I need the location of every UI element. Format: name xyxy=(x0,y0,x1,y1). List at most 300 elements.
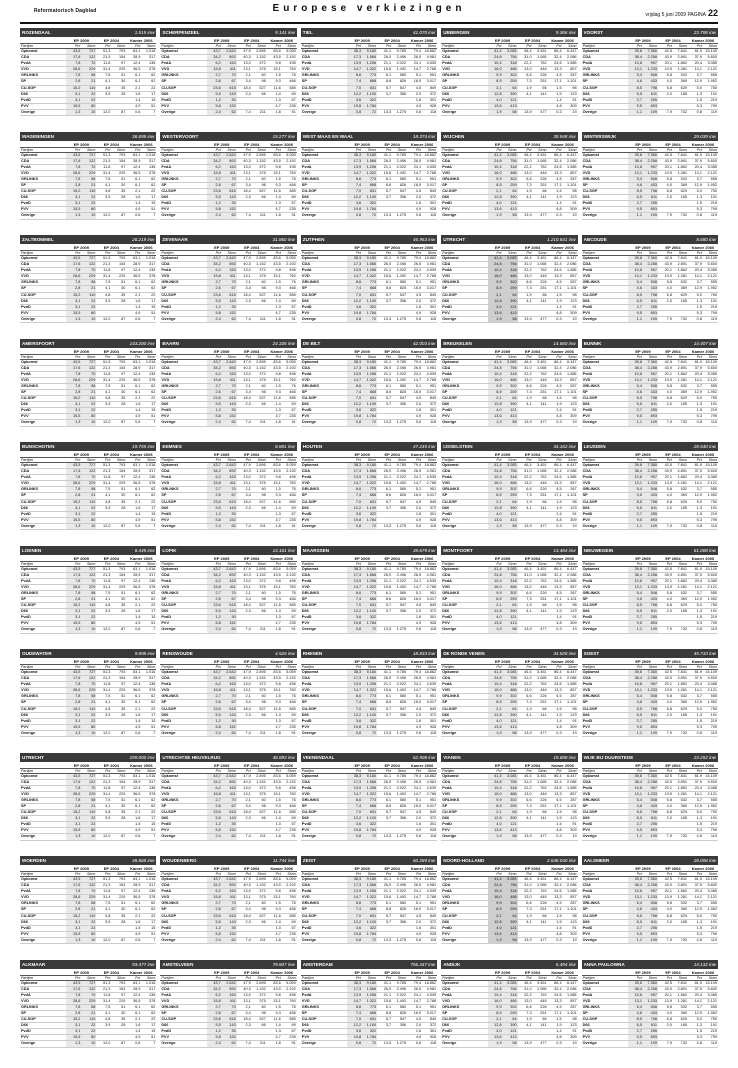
blank-cell xyxy=(301,142,347,147)
result-value: 8,5 xyxy=(488,907,503,912)
blank-cell xyxy=(20,452,66,457)
column-header: Pct xyxy=(666,665,672,669)
result-value: 9.180 xyxy=(362,360,377,365)
party-name: Opkomst xyxy=(161,49,178,53)
party-name: CDA xyxy=(442,779,451,784)
result-value: 21,1 xyxy=(383,785,392,790)
inhabitants-count: 46.953 inw xyxy=(412,237,436,242)
result-value: 219 xyxy=(710,201,717,206)
result-value: 22 xyxy=(81,305,96,310)
party-name: PvdD xyxy=(301,97,312,102)
result-value: 6,1 xyxy=(385,487,392,492)
municipality-table xyxy=(301,856,437,957)
result-value: 91 xyxy=(291,730,296,735)
result-value: 81,9 xyxy=(694,773,702,778)
party-name: SP xyxy=(21,493,27,498)
result-value: 122 xyxy=(81,366,96,371)
result-value: 15 xyxy=(151,822,156,827)
result-value: 4,0 xyxy=(488,719,503,724)
result-value: 63,1 xyxy=(132,566,141,571)
column-header: Pct xyxy=(526,251,532,255)
blank-cell xyxy=(160,970,206,975)
municipality-header xyxy=(582,28,718,37)
result-value: 0,6 xyxy=(415,730,422,735)
party-name: VVD xyxy=(21,274,29,279)
party-name: CDA xyxy=(301,55,311,60)
result-value: 34,2 xyxy=(207,366,222,371)
result-value: 40,3 xyxy=(243,469,251,474)
result-value: 7,9 xyxy=(666,109,672,114)
result-value: 12,2 xyxy=(347,92,362,97)
result-value: 251 xyxy=(540,907,547,912)
result-value: 2,7 xyxy=(207,280,222,285)
result-value: 13,1 xyxy=(628,792,643,797)
result-value: 372 xyxy=(259,268,266,273)
result-value: 4,1 xyxy=(526,712,532,717)
column-header: Pct xyxy=(526,872,532,876)
result-value: 750 xyxy=(710,706,717,711)
result-value: 1.952 xyxy=(707,389,717,394)
result-value xyxy=(111,926,126,931)
result-value: 4,9 xyxy=(135,414,141,419)
result-value: 532 xyxy=(680,694,687,699)
result-value: 3,4 xyxy=(245,907,251,912)
result-value: 798 xyxy=(643,396,658,401)
result-value: 13,0 xyxy=(524,895,532,900)
result-value: 23,6 xyxy=(207,1017,222,1022)
party-name: GRLINKS xyxy=(301,487,319,492)
election-year-label: EP 2004 xyxy=(244,452,260,457)
result-value: 58 xyxy=(81,901,96,906)
result-value: 3,1 xyxy=(66,822,81,827)
result-value: 6,1 xyxy=(135,286,141,291)
party-name: PvdD xyxy=(582,718,593,723)
result-value: 6,1 xyxy=(135,79,141,84)
result-value: 466 xyxy=(289,79,296,84)
result-value: 5,5 xyxy=(207,402,222,407)
result-value: 1,9 xyxy=(556,816,562,821)
result-value: 4.981 xyxy=(426,262,437,267)
result-value: 14,1 xyxy=(694,67,702,72)
result-value xyxy=(111,311,126,316)
result-value: 0,8 xyxy=(696,109,702,114)
table-row xyxy=(441,731,577,737)
result-value: 8,5 xyxy=(488,597,503,602)
inhabitants-count: 19.688 inw xyxy=(553,754,576,760)
result-value: 83,6 xyxy=(273,152,281,157)
result-value: 9,9 xyxy=(488,798,503,803)
party-name: Opkomst xyxy=(21,256,38,260)
result-value: 0,6 xyxy=(135,730,141,735)
result-value: 7 xyxy=(153,523,156,528)
result-value: 66 xyxy=(261,609,266,614)
result-value: 22 xyxy=(151,396,156,401)
result-value: 17,3 xyxy=(347,262,362,267)
municipality-table xyxy=(301,546,437,647)
result-value: 1.100 xyxy=(362,195,377,200)
result-value: 1,5 xyxy=(556,85,562,90)
table-row xyxy=(441,317,577,323)
municipality-header xyxy=(441,546,577,555)
party-name: SP xyxy=(161,79,167,84)
party-name: CU-SGP xyxy=(21,499,36,504)
result-value: 3,7 xyxy=(385,609,392,614)
result-value: 42,5 xyxy=(664,877,672,881)
result-value: 773 xyxy=(362,73,377,78)
result-value: 1,5 xyxy=(556,706,562,711)
result-value: 9,3 xyxy=(275,803,281,808)
column-header: Stmn xyxy=(568,354,577,359)
party-name: PvdD xyxy=(161,925,172,930)
result-value: 7,8 xyxy=(66,487,81,492)
result-value: 3,1 xyxy=(66,926,81,931)
column-header: Pct xyxy=(355,561,362,566)
result-value: 318 xyxy=(503,165,518,170)
result-value: 43,9 xyxy=(664,365,672,370)
result-value: 9,3 xyxy=(275,79,281,84)
column-header: Stmn xyxy=(648,665,657,669)
party-name: CDA xyxy=(301,469,311,474)
municipality-header xyxy=(441,753,577,762)
result-value: 219 xyxy=(710,304,717,309)
election-year-label: EP 2004 xyxy=(384,38,400,43)
result-value: 80 xyxy=(81,1035,96,1040)
party-name: PVV xyxy=(21,931,29,936)
result-value: 750 xyxy=(710,913,717,918)
result-value: 31,0 xyxy=(524,469,532,474)
result-value: 318 xyxy=(503,889,518,894)
result-value: 1,2 xyxy=(207,615,222,620)
result-value: 486 xyxy=(503,67,518,72)
result-value: 4,7 xyxy=(275,103,281,108)
result-value: 1,3 xyxy=(275,511,281,516)
result-value: 486 xyxy=(503,171,518,176)
column-header: Pct xyxy=(496,251,502,255)
result-value: 0,6 xyxy=(415,834,422,839)
result-value: 98 xyxy=(572,85,577,90)
result-value: 13,0 xyxy=(243,164,251,169)
result-value: 390 xyxy=(503,195,518,200)
result-rows xyxy=(582,774,718,854)
result-value: 15,5 xyxy=(66,1035,81,1040)
result-value: 1,9 xyxy=(488,731,503,736)
column-header: Stmn xyxy=(367,44,377,48)
column-header: Partijen xyxy=(161,147,174,152)
party-name: D66 xyxy=(582,505,590,510)
result-value: 13,0 xyxy=(243,475,251,480)
result-value: 7,5 xyxy=(105,176,111,181)
result-value: 43,9 xyxy=(664,572,672,577)
party-name: PvdA xyxy=(301,164,312,169)
blank-cell xyxy=(20,349,66,354)
result-value: 2.891 xyxy=(677,572,687,577)
result-value: 21 xyxy=(81,597,96,602)
column-header: Stmn xyxy=(116,872,126,876)
result-value: 13,3 xyxy=(383,316,392,321)
column-header: Pct xyxy=(105,975,111,980)
result-value: 762 xyxy=(540,268,547,273)
municipality-name: HOUTEN xyxy=(302,444,323,449)
result-value: 4,0 xyxy=(488,512,503,517)
result-value: 67 xyxy=(291,718,296,723)
result-value: 6,5 xyxy=(628,816,643,821)
result-value: 411 xyxy=(222,895,237,900)
result-value: 43,9 xyxy=(664,469,672,474)
result-value: 2.022 xyxy=(396,61,407,66)
party-name: GRLINKS xyxy=(161,280,179,285)
result-value: 51,3 xyxy=(102,670,111,674)
result-value: 226 xyxy=(540,383,547,388)
result-value: 750 xyxy=(710,189,717,194)
result-value xyxy=(111,615,126,620)
result-value: 91 xyxy=(291,937,296,942)
result-value: 226 xyxy=(540,901,547,906)
result-value xyxy=(533,512,548,517)
result-value: 15,1 xyxy=(273,274,281,279)
result-value: 41,1 xyxy=(383,359,392,364)
result-value xyxy=(111,207,126,212)
party-name: SP xyxy=(161,907,167,912)
result-value: 5,8 xyxy=(207,725,222,730)
result-value: 2,3 xyxy=(245,1023,251,1028)
municipality-name: LEUSDEN xyxy=(583,444,606,449)
result-value: 3,1 xyxy=(66,402,81,407)
result-value: 43,7 xyxy=(207,670,222,675)
party-name: PvdA xyxy=(21,371,31,376)
result-value: 893 xyxy=(643,932,658,937)
result-value: 13,6 xyxy=(488,828,503,833)
result-value: 2,7 xyxy=(628,98,643,103)
result-value: 1.016 xyxy=(145,670,156,674)
column-header: Stmn xyxy=(538,872,547,876)
result-value: 41,4 xyxy=(488,153,503,158)
result-value: 229 xyxy=(119,688,126,693)
result-value: 1,2 xyxy=(207,98,222,103)
result-value: 555 xyxy=(710,797,717,802)
result-value: 2,6 xyxy=(207,804,222,809)
blank-cell xyxy=(160,38,206,43)
result-value: 191 xyxy=(710,91,717,96)
election-year-label: EP 2009 xyxy=(354,452,370,457)
result-value: 727 xyxy=(81,877,96,882)
column-header: Pct xyxy=(355,458,362,462)
result-value: 18.862 xyxy=(424,670,437,674)
result-value xyxy=(673,305,688,310)
result-value: 760 xyxy=(289,998,296,1003)
result-value: 1.101 xyxy=(567,803,577,808)
result-value: 7,3 xyxy=(526,596,532,601)
municipality-header xyxy=(160,28,296,37)
result-value: 67 xyxy=(291,97,296,102)
party-name: VVD xyxy=(582,170,591,175)
result-value: 86,4 xyxy=(554,49,562,53)
result-value: 928 xyxy=(429,207,437,212)
result-value: 1.784 xyxy=(362,518,377,523)
result-value: 1.784 xyxy=(362,311,377,316)
result-value: 411 xyxy=(222,792,237,797)
result-value: 83,6 xyxy=(273,773,281,778)
result-value: 2,1 xyxy=(135,499,141,504)
column-header: Stmn xyxy=(227,561,236,566)
result-value: 1,9 xyxy=(526,810,532,815)
result-value: 17,3 xyxy=(347,366,362,371)
result-value xyxy=(252,822,267,827)
result-value: 28,9 xyxy=(132,365,141,370)
party-name: PvdA xyxy=(301,268,312,273)
party-name: VVD xyxy=(442,274,450,279)
column-header: Stmn xyxy=(397,44,407,48)
party-name: GRLINKS xyxy=(582,590,600,595)
result-value: 7,4 xyxy=(245,523,251,528)
result-value: 5,0 xyxy=(696,603,702,608)
result-value xyxy=(237,414,252,419)
column-header: Pct xyxy=(666,354,672,359)
party-name: CU-SGP xyxy=(301,292,317,297)
result-value: 5,1 xyxy=(415,73,422,78)
election-year-label: EP 2004 xyxy=(384,969,400,975)
result-value: 1.322 xyxy=(362,67,377,72)
result-value: 4,0 xyxy=(666,907,672,912)
result-value: 1,4 xyxy=(556,408,562,413)
result-value: 229 xyxy=(119,170,126,175)
result-value: 28 xyxy=(121,91,126,96)
result-value: 668 xyxy=(362,493,377,498)
result-value: 163 xyxy=(222,372,237,377)
result-value: 118 xyxy=(430,316,437,321)
result-value: 1,9 xyxy=(556,919,562,924)
result-value: 773 xyxy=(362,798,377,803)
result-value xyxy=(658,104,673,109)
election-year-label: Kamer 2006 xyxy=(410,38,434,43)
column-header: Pct xyxy=(526,44,532,48)
result-value: 2.642 xyxy=(222,49,237,54)
result-value: 67 xyxy=(291,615,296,620)
result-value: 46,4 xyxy=(524,49,532,53)
result-value: 1,5 xyxy=(556,810,562,815)
result-rows xyxy=(582,463,718,543)
result-value: 7,4 xyxy=(245,213,251,218)
result-value: 1,5 xyxy=(275,487,281,492)
table-row xyxy=(20,524,156,530)
result-value: 80 xyxy=(81,725,96,730)
result-value: 2.891 xyxy=(677,158,687,163)
result-value: 7,3 xyxy=(526,907,532,912)
party-name: PVV xyxy=(442,931,450,936)
result-value: 14,1 xyxy=(694,170,702,175)
result-value: 4,9 xyxy=(135,207,141,212)
party-name: PvdA xyxy=(21,992,31,997)
party-name: PvdD xyxy=(301,201,312,206)
blank-cell xyxy=(20,556,66,561)
result-value: 14,7 xyxy=(347,688,362,693)
result-value xyxy=(96,1029,111,1034)
result-value: 70 xyxy=(222,901,237,906)
municipality-name: BUNSCHOTEN xyxy=(22,444,55,449)
result-value: 13,0 xyxy=(524,688,532,693)
result-value: 118 xyxy=(430,834,437,839)
result-value: 13,0 xyxy=(524,584,532,589)
result-value: 411 xyxy=(222,999,237,1004)
election-year-label: EP 2004 xyxy=(103,762,119,768)
result-value: 22 xyxy=(81,926,96,931)
election-year-label: Kamer 2006 xyxy=(410,141,434,147)
result-value: 98 xyxy=(261,389,266,394)
result-rows xyxy=(160,670,296,750)
result-value: 302 xyxy=(503,591,518,596)
result-value: 34,2 xyxy=(207,262,222,267)
result-value: 17,3 xyxy=(347,780,362,785)
result-value: 1,4 xyxy=(556,511,562,516)
election-year-label: Kamer 2006 xyxy=(691,245,715,250)
result-value: 7.360 xyxy=(643,567,658,572)
result-value: 1,2 xyxy=(207,926,222,931)
result-value: 24,6 xyxy=(554,61,562,66)
result-value: 2,3 xyxy=(245,609,251,614)
result-value: 21 xyxy=(81,286,96,291)
result-value: 372 xyxy=(429,609,437,614)
result-value: 7 xyxy=(153,109,156,114)
result-value: 4,9 xyxy=(135,103,141,108)
result-value: 1.784 xyxy=(362,932,377,937)
party-name: Opkomst xyxy=(21,359,38,364)
result-value: 580 xyxy=(399,694,407,699)
result-value: 318 xyxy=(503,61,518,66)
result-value: 2.642 xyxy=(222,877,237,882)
result-value: 2,1 xyxy=(245,901,251,906)
result-value xyxy=(533,926,548,931)
party-name: PvdA xyxy=(442,268,452,273)
result-value: 799 xyxy=(710,310,717,315)
result-value: 15.109 xyxy=(705,566,717,571)
result-value: 7,3 xyxy=(526,79,532,84)
result-value: 13,9 xyxy=(347,165,362,170)
result-value: 7,5 xyxy=(105,797,111,802)
table-row xyxy=(20,938,156,944)
party-name: PvdD xyxy=(21,201,31,206)
result-value: 43,5 xyxy=(273,779,281,784)
result-value: 7.841 xyxy=(677,773,687,778)
column-header: Pct xyxy=(355,147,362,152)
inhabitants-count: 28.006 inw xyxy=(693,858,716,863)
result-value: 31,4 xyxy=(102,998,111,1003)
result-value: 750 xyxy=(710,499,717,504)
result-value: 585 xyxy=(289,1017,296,1022)
party-name: Opkomst xyxy=(161,670,178,674)
result-value: 0,8 xyxy=(347,110,362,115)
column-header: Pct xyxy=(75,561,81,566)
result-value: 39,6 xyxy=(628,463,643,468)
party-name: SP xyxy=(442,286,448,291)
result-value: 66 xyxy=(542,706,547,711)
result-value: 3.083 xyxy=(503,256,518,261)
result-value: 91 xyxy=(572,201,577,206)
result-value: 2.766 xyxy=(426,274,437,279)
party-name: SP xyxy=(21,1010,27,1015)
result-value: 893 xyxy=(643,207,658,212)
result-value: 6,1 xyxy=(135,694,141,699)
result-value: 4,1 xyxy=(526,505,532,510)
party-name: SP xyxy=(582,803,588,808)
result-value: 38,4 xyxy=(628,262,643,267)
result-value: 1.275 xyxy=(396,213,407,218)
column-header: Stmn xyxy=(116,665,126,669)
inhabitants-count: 39.948 inw xyxy=(553,133,576,139)
party-name: Overige xyxy=(21,730,36,735)
result-value: 3,1 xyxy=(66,609,81,614)
municipality-name: NOORD-HOLLAND xyxy=(443,858,485,863)
result-value: 1,1 xyxy=(628,420,643,425)
result-value: 40,3 xyxy=(243,986,251,991)
